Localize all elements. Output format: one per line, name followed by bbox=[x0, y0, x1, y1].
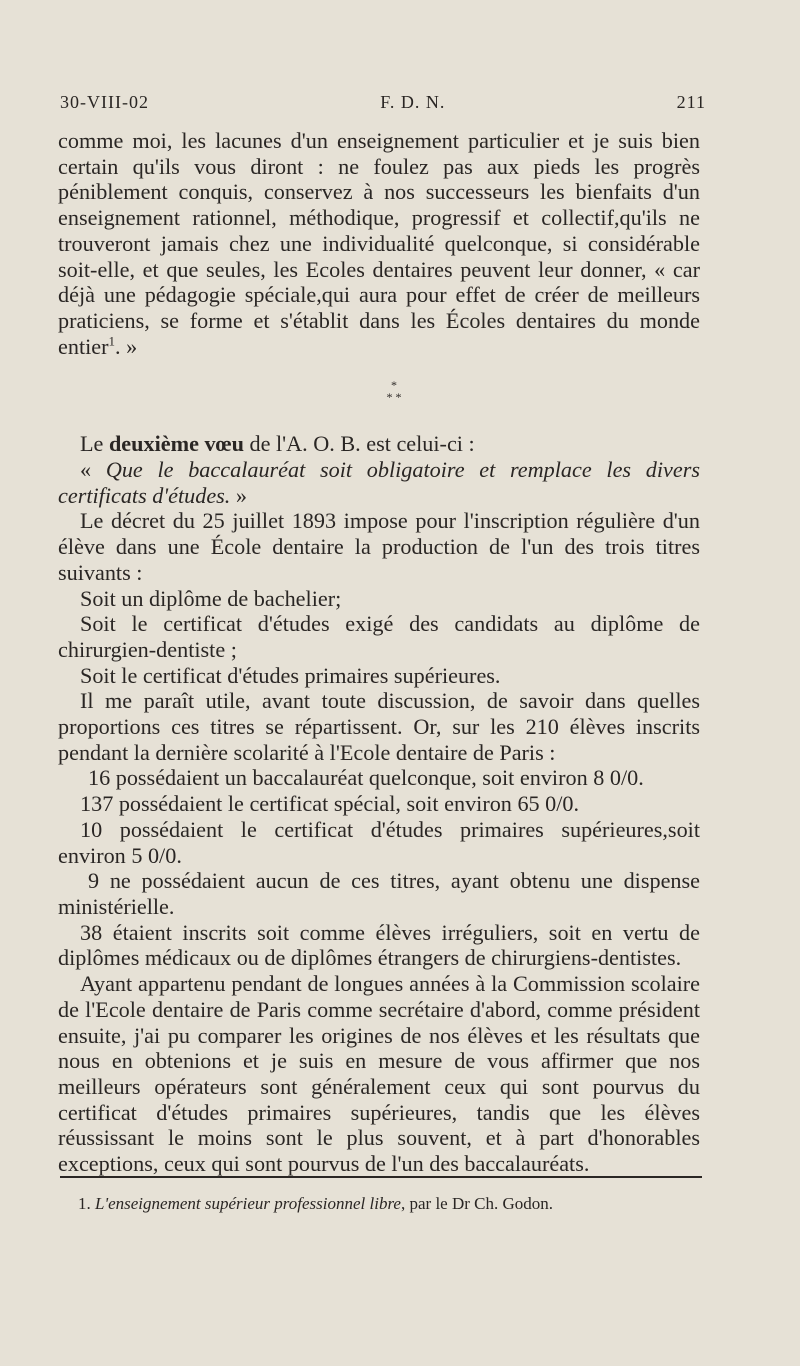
stat-line-1: 16 possédaient un baccalauréat quelconque, soit environ 8 0/0. bbox=[88, 765, 644, 791]
stat-line-3: 10 possédaient le certificat d'études primaires supérieures,soit environ 5 0/0. bbox=[58, 816, 700, 868]
voeu-quote: « Que le baccalauréat soit obligatoire et remplace les divers certificats d'études. » bbox=[58, 457, 701, 508]
footnote-title: L'enseignement supérieur professionnel libre bbox=[95, 1194, 401, 1213]
title-option-2: Soit le certificat d'études exigé des candidats au diplôme de chirurgien-dentiste ; bbox=[58, 611, 700, 662]
footnote-ref: 1 bbox=[108, 333, 116, 349]
title-option-3: Soit le certificat d'études primaires supérieures. bbox=[80, 662, 501, 688]
paragraph-1: comme moi, les lacunes d'un enseignement particulier et je suis bien certain qu'ils vous diront : ne foulez pas aux pieds les progrès péniblement conquis, conservez à nos successeurs les bienfaits d'un enseignement rationnel, méthodique, progressif et collectif,qu'ils ne trouveront jamais chez une individualité quelconque, si considérable soit-elle, et que seules, les Ecoles dentaires peuvent leur donner, « car déjà une pédagogie spéciale,qui aura pour effet de créer de meilleurs praticiens, se forme et s'établit dans les Écoles dentaires du monde entier$^1$. » bbox=[58, 128, 700, 359]
running-head bbox=[60, 92, 706, 113]
footnote bbox=[78, 1194, 553, 1214]
paragraph-decree: Le décret du 25 juillet 1893 impose pour l'inscription régulière d'un élève dans une École dentaire la production de l'un des trois titres suivants : bbox=[58, 508, 700, 585]
footnote-rule bbox=[60, 1176, 702, 1178]
header-journal: F. D. N. bbox=[380, 92, 446, 112]
paragraph-conclusion: Ayant appartenu pendant de longues années à la Commission scolaire de l'Ecole dentaire de Paris comme secrétaire d'abord, comme président ensuite, j'ai pu comparer les origines de nos élèves et les résultats que nous en obtenions et je suis en mesure de vous affirmer que nos meilleurs opérateurs sont généralement ceux qui sont pourvus du certificat d'études primaires supérieures, tandis que les élèves réussissant le moins sont le plus souvent, et à part d'honorables exceptions, ceux qui sont pourvus de l'un des baccalauréats. bbox=[58, 971, 700, 1177]
header-date: 30-VIII-02 bbox=[60, 92, 149, 112]
body-text bbox=[58, 128, 700, 1177]
stat-line-4: 9 ne possédaient aucun de ces titres, ayant obtenu une dispense ministérielle. bbox=[58, 868, 700, 919]
footnote-number: 1. bbox=[78, 1194, 91, 1213]
footnote-rest: , par le Dr Ch. Godon. bbox=[400, 1194, 554, 1213]
stat-line-2: 137 possédaient le certificat spécial, soit environ 65 0/0. bbox=[80, 791, 580, 817]
title-option-1: Soit un diplôme de bachelier; bbox=[80, 585, 342, 611]
voeu-heading: Le deuxième vœu de l'A. O. B. est celui-ci : bbox=[80, 431, 475, 457]
paragraph-proportions: Il me paraît utile, avant toute discussion, de savoir dans quelles proportions ces titres se répartissent. Or, sur les 210 élèves inscrits pendant la dernière scolarité à l'Ecole dentaire de Paris : bbox=[58, 688, 700, 765]
stat-line-5: 38 étaient inscrits soit comme élèves irréguliers, soit en vertu de diplômes médicaux ou de diplômes étrangers de chirurgiens-dentistes. bbox=[58, 919, 700, 971]
page-number: 211 bbox=[676, 92, 706, 112]
asterism: * * * bbox=[386, 378, 402, 405]
